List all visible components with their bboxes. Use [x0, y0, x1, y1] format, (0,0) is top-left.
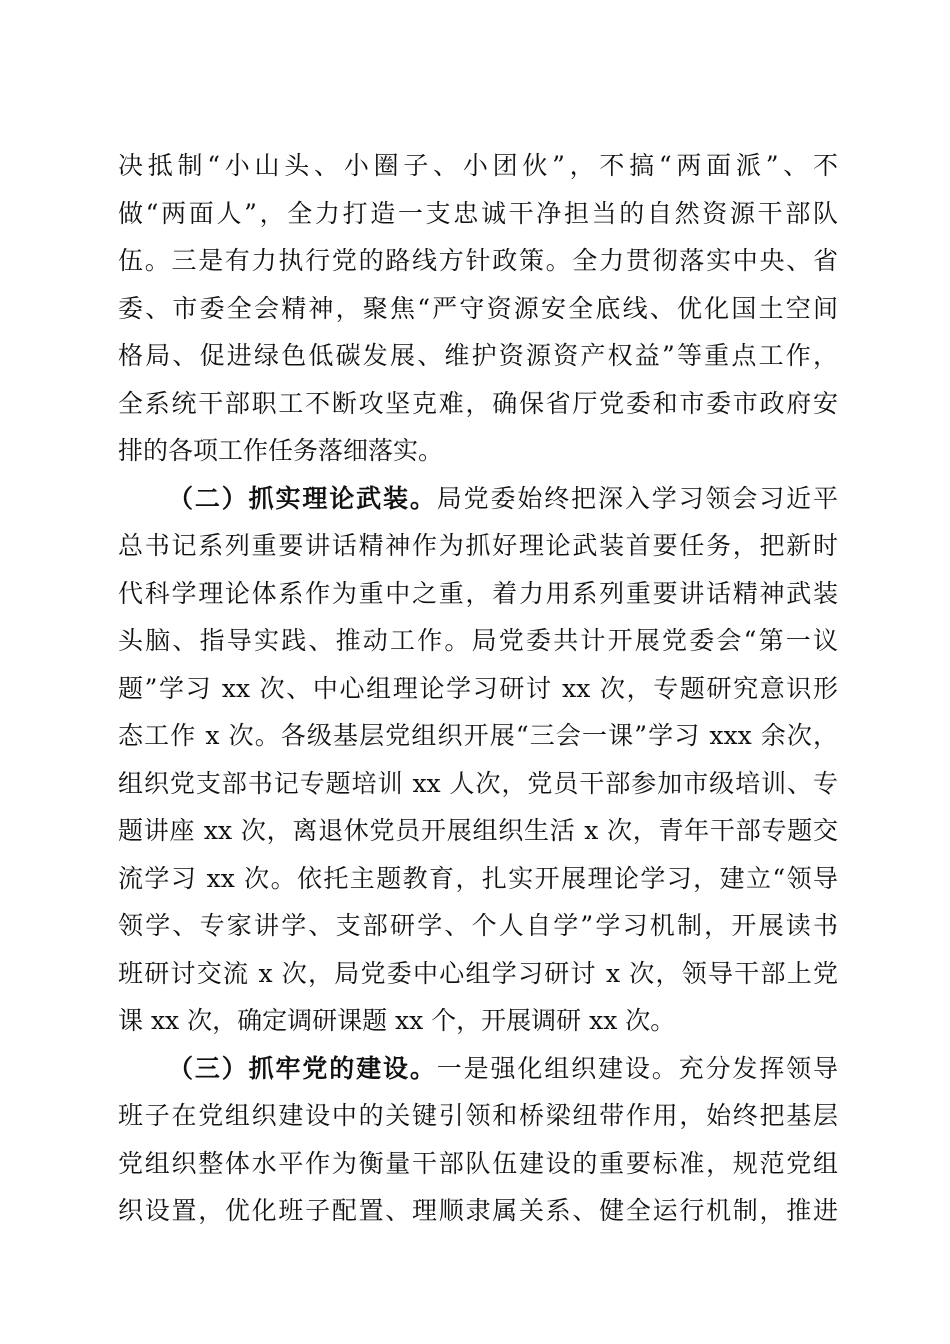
- text-line: 代科学理论体系作为重中之重，着力用系列重要讲话精神武装: [118, 578, 838, 608]
- text-line: 组织党支部书记专题培训 xx 人次，党员干部参加市级培训、专: [118, 768, 838, 798]
- text-line: 题讲座 xx 次，离退休党员开展组织生活 x 次，青年干部专题交: [118, 816, 838, 845]
- text-line: 班子在党组织建设中的关键引领和桥梁纽带作用，始终把基层: [118, 1101, 838, 1130]
- paragraph-1: [118, 142, 838, 475]
- text-line: 排的各项工作任务落细落实。: [118, 436, 444, 465]
- text-line: 课 xx 次，确定调研课题 xx 个，开展调研 xx 次。: [118, 1006, 676, 1035]
- text-line: 织设置，优化班子配置、理顺隶属关系、健全运行机制，推进: [118, 1196, 838, 1225]
- text-line: 总书记系列重要讲话精神作为抓好理论武装首要任务，把新时: [118, 531, 838, 560]
- paragraph-first-line: [118, 1045, 838, 1093]
- text-line: 头脑、指导实践、推动工作。局党委共计开展党委会“第一议: [118, 626, 838, 655]
- text-line: 流学习 xx 次。依托主题教育，扎实开展理论学习，建立“领导: [118, 863, 838, 893]
- text-line: 题”学习 xx 次、中心组理论学习研讨 xx 次，专题研究意识形: [118, 673, 838, 703]
- section-heading: （二）抓实理论武装。: [168, 483, 437, 513]
- text-line: 班研讨交流 x 次，局党委中心组学习研讨 x 次，领导干部上党: [118, 958, 838, 988]
- paragraph-first-line: [118, 475, 838, 523]
- section-heading: （三）抓牢党的建设。: [168, 1053, 437, 1083]
- text-line: 态工作 x 次。各级基层党组织开展“三会一课”学习 xxx 余次，: [118, 721, 838, 750]
- paragraph-2: [118, 475, 838, 1045]
- text-line: 格局、促进绿色低碳发展、维护资源资产权益”等重点工作，: [118, 341, 838, 370]
- text-line: 全系统干部职工不断攻坚克难，确保省厅党委和市委市政府安: [118, 388, 838, 418]
- text-line: 做“两面人”，全力打造一支忠诚干净担当的自然资源干部队: [118, 198, 838, 228]
- text-line: 党组织整体水平作为衡量干部队伍建设的重要标准，规范党组: [118, 1148, 838, 1178]
- text-line: 委、市委全会精神，聚焦“严守资源安全底线、优化国土空间: [118, 293, 838, 323]
- document-body: [118, 142, 838, 1235]
- text-run: 局党委始终把深入学习领会习近平: [436, 483, 838, 513]
- text-line: 伍。三是有力执行党的路线方针政策。全力贯彻落实中央、省: [118, 246, 838, 275]
- text-line: 领学、专家讲学、支部研学、个人自学”学习机制，开展读书: [118, 911, 838, 940]
- text-line: 决抵制“小山头、小圈子、小团伙”，不搞“两面派”、不: [118, 151, 838, 180]
- paragraph-3: [118, 1045, 838, 1235]
- text-run: 一是强化组织建设。充分发挥领导: [436, 1053, 838, 1083]
